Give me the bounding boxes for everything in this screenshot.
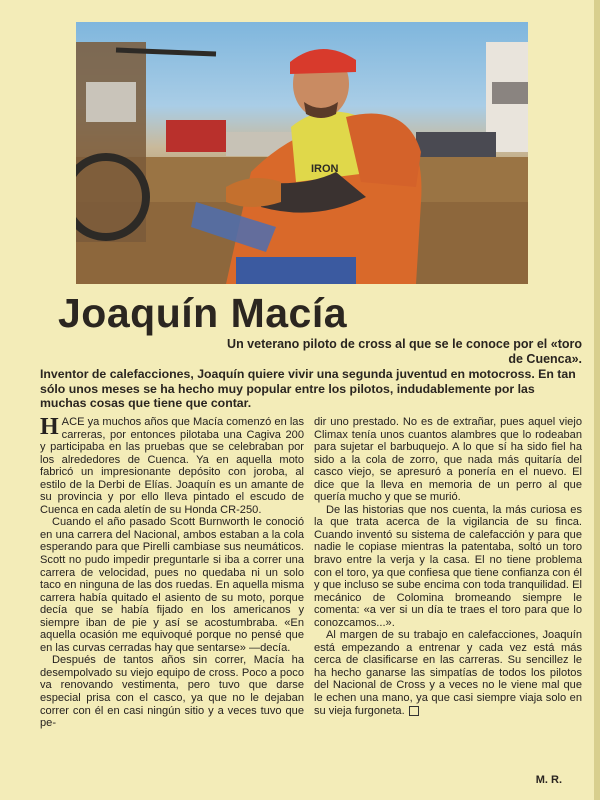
paragraph: Cuando el año pasado Scott Burnworth le conoció en una carrera del Nacional, ambos estaban a la cola esperando para que Pirelli cambiase sus neumáticos. Scott no pudo impedir preguntarle si iba a correr una carrera de velocidad, pues no quedaba ni un solo taco en ninguna de las dos ruedas. En aquella misma carrera había quitado el asiento de su moto, porque decía que se había fijado en los americanos y siempre iban de pie y así se acostumbraba. «En aquella ocasión me equivoqué porque no pensé que en las curvas cerradas hay que sentarse» —decía. [40, 516, 304, 654]
rider-photo [76, 22, 528, 284]
article-title: Joaquín Macía [58, 290, 348, 336]
paragraph: De las historias que nos cuenta, la más curiosa es la que trata acerca de la vigilancia de su finca. Cuando inventó su sistema de calefacción y para que nadie le copiase mientras la patentaba, soltó un toro bravo entre la verja y la casa. El no tiene problema con el toro, ya que confiesa que tiene confianza con él y que incluso se sube encima con toda tranquilidad. El mecánico de Colomina bromeando siempre le comenta: «a ver si un día te traes el toro para que lo conozcamos...». [314, 503, 582, 629]
beanie-shape [290, 49, 356, 74]
end-mark-icon [409, 706, 419, 716]
paragraph: Al margen de su trabajo en calefacciones, Joaquín está empezando a entrenar y cada vez está más cerca de clasificarse en las carreras. Su sencillez le ha hecho ganarse las simpatías de todos los pilotos del Nacional de Cross y a veces no le viene mal que le echen una mano, ya que casi siempre viaja solo en su vieja furgoneta. [314, 629, 582, 717]
paragraph: dir uno prestado. No es de extrañar, pues aquel viejo Climax tenía unos cuantos alambres que lo rodeaban para sujetar el barbuquejo. A lo que sí ha sido fiel ha sido a la cola de zorro, que nada más quitaría del casco viejo, se apresuró a ponería en el nuevo. El dice que la lleva en memoria de un perro al que quería mucho y que se murió. [314, 416, 582, 504]
article-subtitle: Un veterano piloto de cross al que se le conoce por el «toro de Cuenca». [227, 337, 582, 366]
paragraph: HACE ya muchos años que Macía comenzó en las carreras, por entonces pilotaba una Cagiva 200 y participaba en las pruebas que se celebraban por los alrededores de Cuenca. Ya en aquella moto fabricó un impresionante depósito con joroba, al estilo de la Derbi de Elías. Joaquín es un amante de su provincia y por ello lleva pintado el escudo de Cuenca en cada aletín de su Honda CR-250. [40, 414, 305, 516]
author-signature: M. R. [535, 774, 562, 786]
article-intro: Inventor de calefacciones, Joaquín quiere vivir una segunda juventud en motocross. En tan sólo unos meses se ha hecho muy popular entre los pilotos, indudablemente por las muchas cosas que tiene que contar. [40, 367, 576, 411]
dropcap: H [40, 414, 59, 440]
jersey-text: IRON [311, 163, 339, 175]
column-right [314, 416, 582, 717]
motocross-rider-photo-icon [76, 22, 528, 284]
car-shape [166, 120, 226, 152]
column-left [40, 416, 304, 730]
paragraph: Después de tantos años sin correr, Macía ha desempolvado su viejo equipo de cross. Poco a poco va renovando vestimenta, pero tuvo que darse especial prisa con el casco, ya que no le dejaban correr con él en casi ningún sitio y a veces tuvo que pe- [40, 654, 304, 730]
page-edge [594, 0, 600, 800]
motorcycle-shape [76, 42, 146, 242]
